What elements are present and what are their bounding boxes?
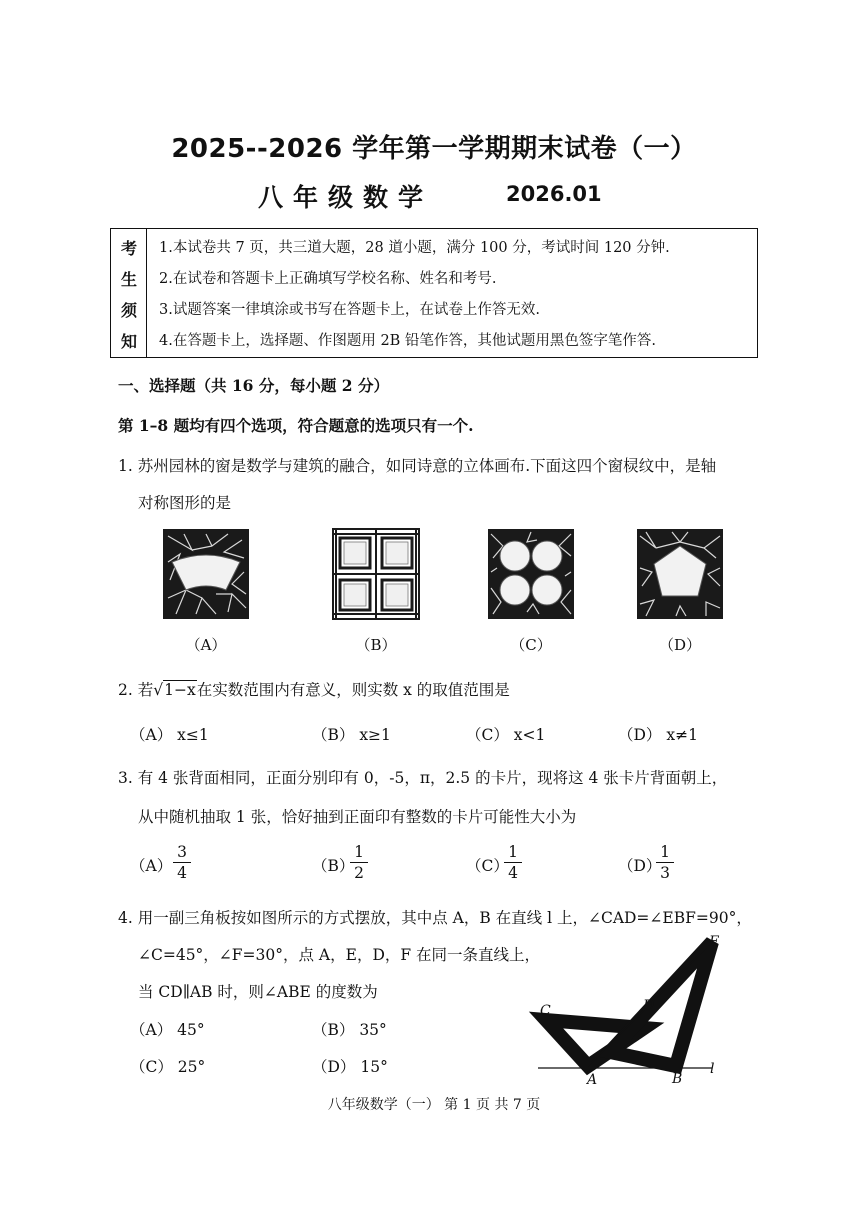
notice-label-char: 生	[120, 270, 137, 289]
window-pattern-d	[636, 528, 724, 620]
point-label-a: A	[587, 1072, 598, 1088]
line-label-l: l	[710, 1061, 715, 1077]
question-4-line-1: 4. 用一副三角板按如图所示的方式摆放，其中点 A，B 在直线 l 上，∠CAD=∠EBF=90°，	[118, 909, 752, 927]
notice-label-char: 须	[120, 301, 137, 320]
section-heading: 一、选择题（共 16 分，每小题 2 分）	[118, 376, 389, 395]
notice-item: 4.在答题卡上，选择题、作图题用 2B 铅笔作答，其他试题用黑色签字笔作答.	[159, 333, 657, 349]
fraction-denominator: 4	[177, 864, 187, 882]
notice-label	[111, 229, 147, 357]
question-3-option-d-label: （D）	[618, 857, 662, 875]
fraction-denominator: 3	[660, 864, 670, 882]
figure-label-b: （B）	[355, 636, 397, 654]
fraction-numerator: 1	[504, 842, 522, 863]
fraction-denominator: 4	[508, 864, 518, 882]
window-pattern-b	[332, 528, 420, 620]
question-3-line-2: 从中随机抽取 1 张，恰好抽到正面印有整数的卡片可能性大小为	[138, 808, 577, 826]
question-2-option-b: （B） x≥1	[312, 726, 391, 744]
question-4-option-b: （B） 35°	[312, 1021, 387, 1039]
point-label-f: F	[709, 934, 719, 950]
question-1-line-1: 1. 苏州园林的窗是数学与建筑的融合，如同诗意的立体画布.下面这四个窗棂纹中，是轴	[118, 457, 717, 475]
point-label-b: B	[672, 1071, 683, 1087]
question-3-option-c-fraction	[504, 842, 522, 883]
point-label-c: C	[540, 1003, 551, 1019]
fraction-denominator: 2	[354, 864, 364, 882]
question-4-option-d: （D） 15°	[312, 1058, 388, 1076]
question-3-option-d-fraction	[656, 842, 674, 883]
question-2-option-d: （D） x≠1	[618, 726, 698, 744]
question-3-option-a-fraction	[173, 842, 191, 883]
triangle-set-square-figure	[528, 930, 728, 1090]
window-pattern-a	[162, 528, 250, 620]
question-3-option-a-label: （A）	[130, 857, 173, 875]
notice-box	[110, 228, 758, 358]
window-pattern-c	[487, 528, 575, 620]
exam-subject: 八年级数学	[258, 183, 434, 212]
figure-label-c: （C）	[510, 636, 552, 654]
sqrt-icon: √	[153, 681, 164, 699]
fraction-numerator: 1	[656, 842, 674, 863]
exam-title: 2025--2026 学年第一学期期末试卷（一）	[171, 134, 697, 164]
question-2-option-a: （A） x≤1	[130, 726, 209, 744]
exam-date: 2026.01	[506, 182, 602, 206]
notice-item: 3.试题答案一律填涂或书写在答题卡上，在试卷上作答无效.	[159, 302, 540, 318]
fraction-numerator: 3	[173, 842, 191, 863]
point-label-d: D	[643, 998, 655, 1014]
question-2-prefix: 2. 若	[118, 681, 154, 699]
question-3-option-b-fraction	[350, 842, 368, 883]
fraction-numerator: 1	[350, 842, 368, 863]
question-3-option-c-label: （C）	[466, 857, 509, 875]
question-4-line-2: ∠C=45°，∠F=30°，点 A，E，D，F 在同一条直线上，	[138, 946, 541, 964]
notice-item: 2.在试卷和答题卡上正确填写学校名称、姓名和考号.	[159, 271, 497, 287]
question-4-line-3: 当 CD∥AB 时，则∠ABE 的度数为	[138, 983, 378, 1001]
question-2-option-c: （C） x<1	[466, 726, 546, 744]
question-1-line-2: 对称图形的是	[138, 494, 232, 512]
section-instruction: 第 1–8 题均有四个选项，符合题意的选项只有一个.	[118, 416, 474, 435]
notice-item: 1.本试卷共 7 页，共三道大题，28 道小题，满分 100 分，考试时间 120 分钟.	[159, 240, 670, 256]
question-2-radicand: 1−x	[164, 681, 196, 699]
question-4-option-a: （A） 45°	[130, 1021, 205, 1039]
question-2-suffix: 在实数范围内有意义，则实数 x 的取值范围是	[196, 681, 510, 699]
question-2	[118, 678, 510, 700]
figure-label-a: （A）	[185, 636, 227, 654]
question-3-option-b-label: （B）	[312, 857, 355, 875]
figure-label-d: （D）	[658, 636, 702, 654]
question-4-option-c: （C） 25°	[130, 1058, 206, 1076]
notice-label-char: 考	[120, 239, 137, 258]
notice-label-char: 知	[120, 332, 137, 351]
page-footer: 八年级数学（一） 第 1 页 共 7 页	[327, 1097, 541, 1113]
question-3-line-1: 3. 有 4 张背面相同，正面分别印有 0，-5，π，2.5 的卡片，现将这 4 张卡片背面朝上，	[118, 769, 728, 787]
